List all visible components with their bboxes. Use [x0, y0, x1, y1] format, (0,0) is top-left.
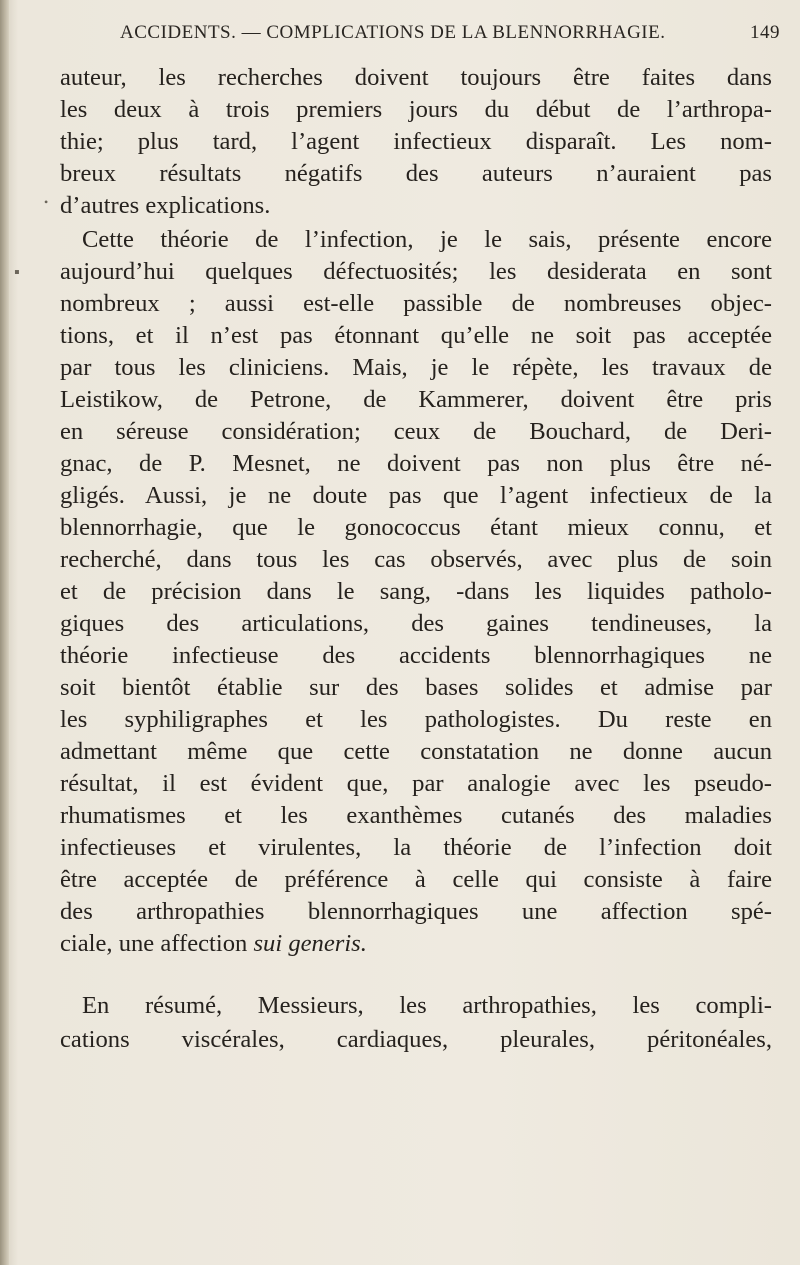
- text-line: recherché, dans tous les cas observés, avec plus de soin: [60, 546, 772, 573]
- text-line: tions, et il n’est pas étonnant qu’elle ne soit pas acceptée: [60, 322, 772, 349]
- text-line: par tous les cliniciens. Mais, je le répète, les travaux de: [60, 354, 772, 381]
- text-line: d’autres explications.: [60, 192, 271, 219]
- text-line: Leistikow, de Petrone, de Kammerer, doivent être pris: [60, 386, 772, 413]
- text-line: nombreux ; aussi est-elle passible de nombreuses objec-: [60, 290, 772, 317]
- stray-dot: •: [44, 195, 49, 209]
- text-line: aujourd’hui quelques défectuosités; les desiderata en sont: [60, 258, 772, 285]
- text-line: admettant même que cette constatation ne donne aucun: [60, 738, 772, 765]
- text-line: théorie infectieuse des accidents blennorrhagiques ne: [60, 642, 772, 669]
- text-line: giques des articulations, des gaines tendineuses, la: [60, 610, 772, 637]
- text-line: être acceptée de préférence à celle qui consiste à faire: [60, 866, 772, 893]
- text-line: thie; plus tard, l’agent infectieux disparaît. Les nom-: [60, 128, 772, 155]
- text-line: des arthropathies blennorrhagiques une affection spé-: [60, 898, 772, 925]
- paragraph-start-line: Cette théorie de l’infection, je le sais, présente encore: [82, 226, 772, 253]
- text-line: soit bientôt établie sur des bases solides et admise par: [60, 674, 772, 701]
- text-line: rhumatismes et les exanthèmes cutanés des maladies: [60, 802, 772, 829]
- running-header: [120, 16, 780, 50]
- text-line: en séreuse considération; ceux de Bouchard, de Deri-: [60, 418, 772, 445]
- text-line: infectieuses et virulentes, la théorie de l’infection doit: [60, 834, 772, 861]
- page-number: 149: [750, 22, 780, 43]
- margin-mark: ▪: [14, 264, 20, 281]
- text-line: les syphiligraphes et les pathologistes. Du reste en: [60, 706, 772, 733]
- text-line: breux résultats négatifs des auteurs n’auraient pas: [60, 160, 772, 187]
- text-span: ciale, une affection: [60, 930, 248, 957]
- text-line: gligés. Aussi, je ne doute pas que l’agent infectieux de la: [60, 482, 772, 509]
- paragraph-start-line: En résumé, Messieurs, les arthropathies, les compli-: [82, 992, 772, 1019]
- text-line: cations viscérales, cardiaques, pleurales, péritonéales,: [60, 1026, 772, 1053]
- text-line: les deux à trois premiers jours du début de l’arthropa-: [60, 96, 772, 123]
- text-line: résultat, il est évident que, par analogie avec les pseudo-: [60, 770, 772, 797]
- text-line: blennorrhagie, que le gonococcus étant mieux connu, et: [60, 514, 772, 541]
- text-line: gnac, de P. Mesnet, ne doivent pas non plus être né-: [60, 450, 772, 477]
- italic-phrase: sui generis.: [253, 930, 367, 957]
- page-gutter: [0, 0, 9, 1265]
- text-line: [60, 928, 367, 960]
- running-title: ACCIDENTS. — COMPLICATIONS DE LA BLENNORRHAGIE.: [120, 22, 666, 43]
- text-line: et de précision dans le sang, -dans les liquides patholo-: [60, 578, 772, 605]
- text-line: auteur, les recherches doivent toujours être faites dans: [60, 64, 772, 91]
